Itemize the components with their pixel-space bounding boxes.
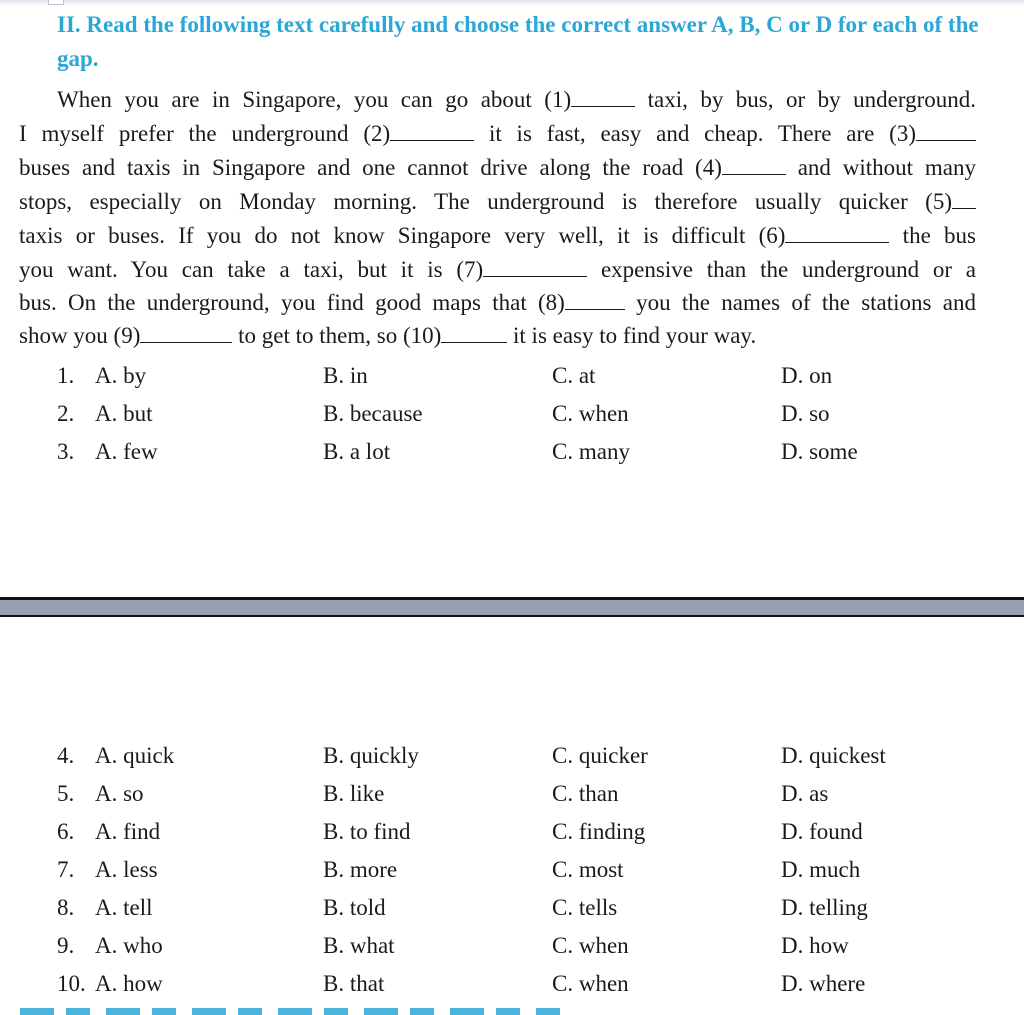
question-number: 9. bbox=[57, 933, 75, 958]
option-d: D. where bbox=[781, 971, 866, 996]
gap-blank bbox=[571, 84, 635, 107]
question-row bbox=[0, 853, 1024, 887]
option-b: B. told bbox=[323, 895, 386, 920]
option-a: A. few bbox=[95, 439, 158, 464]
exercise-heading: II. Read the following text carefully and choose the correct answer A, B, C or D for each of the gap. bbox=[57, 12, 979, 71]
option-d: D. so bbox=[781, 401, 830, 426]
question-row bbox=[0, 359, 1024, 393]
passage-line: stops, especially on Monday morning. The underground is therefore usually quicker (5) bbox=[19, 186, 976, 217]
passage-line: bus. On the underground, you find good maps that (8) you the names of the stations and bbox=[19, 287, 976, 318]
question-number: 3. bbox=[57, 439, 75, 464]
option-c: C. many bbox=[552, 439, 630, 464]
passage-line: buses and taxis in Singapore and one cannot drive along the road (4) and without many bbox=[19, 152, 976, 183]
question-number: 5. bbox=[57, 781, 75, 806]
option-c: C. than bbox=[552, 781, 619, 806]
gap-blank bbox=[390, 118, 474, 141]
option-c: C. finding bbox=[552, 819, 646, 844]
passage-line: When you are in Singapore, you can go about (1) taxi, by bus, or by underground. bbox=[57, 84, 976, 115]
option-c: C. when bbox=[552, 933, 629, 958]
option-c: C. at bbox=[552, 363, 596, 388]
question-number: 4. bbox=[57, 743, 75, 768]
option-b: B. more bbox=[323, 857, 398, 882]
page-top-edge bbox=[0, 0, 1024, 6]
option-d: D. on bbox=[781, 363, 833, 388]
option-a: A. tell bbox=[95, 895, 153, 920]
option-a: A. how bbox=[95, 971, 163, 996]
passage-line: show you (9) to get to them, so (10) it is easy to find your way. bbox=[19, 320, 976, 351]
question-row bbox=[0, 435, 1024, 469]
option-c: C. quicker bbox=[552, 743, 648, 768]
question-row bbox=[0, 777, 1024, 811]
option-b: B. that bbox=[323, 971, 385, 996]
question-row bbox=[0, 891, 1024, 925]
option-a: A. by bbox=[95, 363, 147, 388]
passage-line: you want. You can take a taxi, but it is (7) expensive than the underground or a bbox=[19, 254, 976, 285]
option-a: A. but bbox=[95, 401, 153, 426]
question-row bbox=[0, 397, 1024, 431]
option-d: D. as bbox=[781, 781, 829, 806]
question-row bbox=[0, 967, 1024, 1001]
gap-blank bbox=[916, 118, 976, 141]
question-row bbox=[0, 815, 1024, 849]
gap-blank bbox=[441, 320, 507, 343]
option-b: B. to find bbox=[323, 819, 411, 844]
option-b: B. a lot bbox=[323, 439, 391, 464]
option-d: D. telling bbox=[781, 895, 868, 920]
option-c: C. most bbox=[552, 857, 624, 882]
gap-blank bbox=[952, 186, 976, 209]
text-boundary-mark bbox=[48, 0, 64, 5]
gap-blank bbox=[722, 152, 786, 175]
question-number: 7. bbox=[57, 857, 75, 882]
option-a: A. so bbox=[95, 781, 144, 806]
option-b: B. what bbox=[323, 933, 395, 958]
option-a: A. who bbox=[95, 933, 163, 958]
option-d: D. some bbox=[781, 439, 858, 464]
option-a: A. less bbox=[95, 857, 158, 882]
question-number: 1. bbox=[57, 363, 75, 388]
question-row bbox=[0, 739, 1024, 773]
option-d: D. quickest bbox=[781, 743, 886, 768]
page-break-separator bbox=[0, 597, 1024, 619]
option-c: C. when bbox=[552, 971, 629, 996]
option-a: A. find bbox=[95, 819, 161, 844]
passage-line: taxis or buses. If you do not know Singapore very well, it is difficult (6) the bus bbox=[19, 220, 976, 251]
question-row bbox=[0, 929, 1024, 963]
gap-blank bbox=[785, 220, 889, 243]
option-c: C. tells bbox=[552, 895, 618, 920]
option-a: A. quick bbox=[95, 743, 175, 768]
option-b: B. because bbox=[323, 401, 423, 426]
passage-line: I myself prefer the underground (2) it is fast, easy and cheap. There are (3) bbox=[19, 118, 976, 149]
question-number: 2. bbox=[57, 401, 75, 426]
gap-blank bbox=[483, 254, 587, 277]
option-c: C. when bbox=[552, 401, 629, 426]
question-number: 6. bbox=[57, 819, 75, 844]
option-b: B. in bbox=[323, 363, 368, 388]
option-b: B. quickly bbox=[323, 743, 419, 768]
option-d: D. much bbox=[781, 857, 861, 882]
cut-off-next-heading bbox=[20, 1008, 560, 1015]
gap-blank bbox=[565, 287, 625, 310]
question-number: 8. bbox=[57, 895, 75, 920]
question-number: 10. bbox=[57, 971, 86, 996]
option-d: D. found bbox=[781, 819, 863, 844]
option-b: B. like bbox=[323, 781, 385, 806]
gap-blank bbox=[140, 320, 232, 343]
option-d: D. how bbox=[781, 933, 849, 958]
